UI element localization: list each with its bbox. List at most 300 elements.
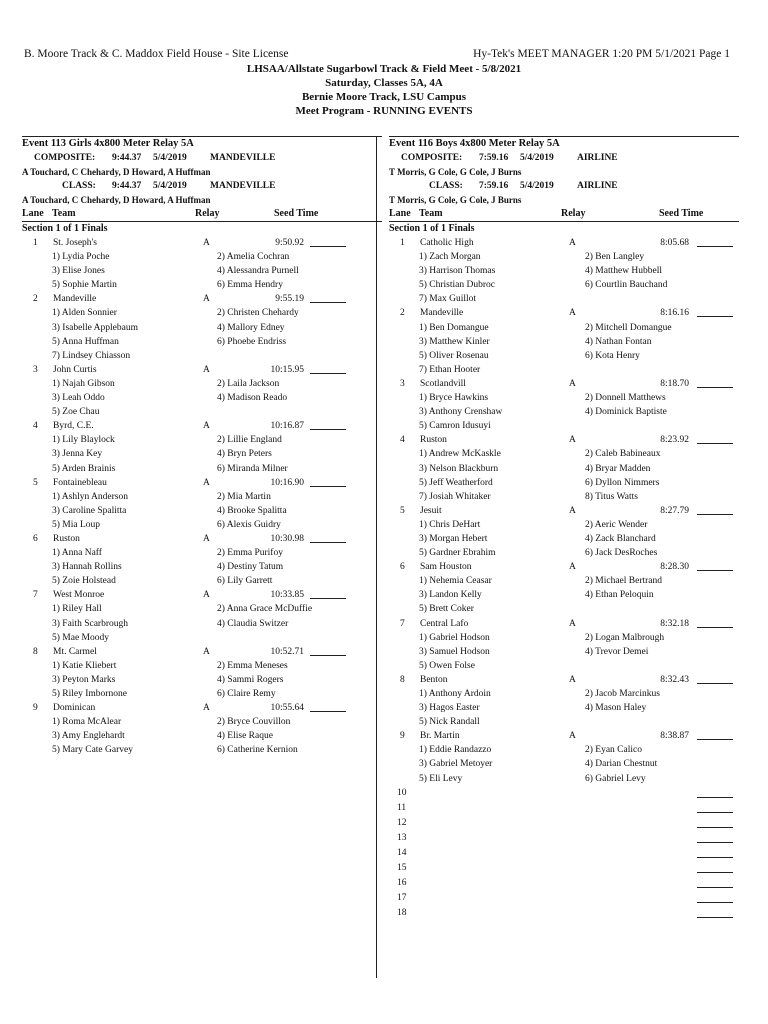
seed-time: 8:38.87 [660, 731, 689, 742]
athlete-name: 5) Camron Idusuyi [419, 421, 491, 432]
athlete-name: 2) Eyan Calico [585, 745, 642, 756]
result-blank-line [697, 872, 733, 873]
athlete-row [22, 306, 382, 320]
empty-lane-row [389, 891, 739, 906]
relay-letter: A [203, 421, 210, 432]
relay-letter: A [203, 238, 210, 248]
seed-time: 10:16.87 [270, 421, 304, 432]
section-heading: Section 1 of 1 Finals [22, 223, 108, 234]
seed-time: 10:16.90 [270, 477, 304, 488]
team-row [389, 504, 739, 518]
class-record [389, 179, 739, 193]
lane-number: 12 [397, 817, 407, 828]
athlete-name: 2) Logan Malbrough [585, 632, 665, 643]
team-row [389, 617, 739, 631]
athlete-row [22, 405, 382, 419]
athlete-row [22, 518, 382, 532]
athlete-name: 1) Nehemia Ceasar [419, 576, 492, 587]
athlete-name: 6) Emma Hendry [217, 280, 283, 291]
meet-title-block [0, 62, 768, 118]
lane-number: 9 [400, 731, 405, 742]
seed-time: 10:33.85 [270, 590, 304, 601]
team-name: Scotlandvill [420, 378, 466, 389]
team-row [22, 292, 382, 306]
athlete-name: 3) Matthew Kinler [419, 336, 490, 347]
relay-letter: A [203, 590, 210, 601]
lane-number: 13 [397, 832, 407, 843]
athlete-name: 2) Mitchell Domangue [585, 322, 672, 333]
athlete-name: 3) Elise Jones [52, 266, 105, 277]
athlete-name: 2) Laila Jackson [217, 378, 280, 389]
athlete-row [389, 335, 739, 349]
col-seed-time: Seed Time [274, 208, 319, 219]
athlete-row [389, 405, 739, 419]
record-time: 9:44.37 [112, 181, 142, 191]
team-name: Ruston [420, 435, 447, 446]
relay-letter: A [569, 731, 576, 742]
result-blank-line [697, 842, 733, 843]
composite-holders: A Touchard, C Chehardy, D Howard, A Huffman [22, 167, 211, 177]
athlete-name: 7) Josiah Whitaker [419, 491, 491, 502]
team-name: John Curtis [53, 364, 97, 375]
team-name: Jesuit [420, 505, 442, 516]
athlete-name: 1) Najah Gibson [52, 378, 115, 389]
athlete-name: 5) Oliver Rosenau [419, 350, 489, 361]
athlete-name: 1) Lily Blaylock [52, 435, 115, 446]
athlete-name: 3) Landon Kelly [419, 590, 482, 601]
athlete-name: 4) Alessandra Purnell [217, 266, 299, 277]
column-headers [22, 207, 382, 221]
athlete-name: 3) Peyton Marks [52, 674, 116, 685]
team-name: Benton [420, 674, 448, 685]
lane-number: 4 [33, 421, 38, 432]
col-lane: Lane [389, 208, 411, 219]
athlete-row [22, 743, 382, 757]
record-date: 5/4/2019 [153, 153, 187, 163]
athlete-name: 1) Ben Domangue [419, 322, 489, 333]
athlete-name: 6) Alexis Guidry [217, 519, 281, 530]
athlete-name: 4) Matthew Hubbell [585, 266, 663, 277]
meet-program-type: Meet Program - RUNNING EVENTS [295, 105, 473, 117]
seed-time: 9:55.19 [275, 294, 304, 305]
athlete-name: 4) Mallory Edney [217, 322, 285, 333]
athlete-row [389, 349, 739, 363]
athlete-row [22, 349, 382, 363]
team-row [389, 560, 739, 574]
relay-letter: A [569, 435, 576, 446]
team-name: Byrd, C.E. [53, 421, 94, 432]
col-lane: Lane [22, 208, 44, 219]
athlete-row [389, 757, 739, 771]
athlete-row [389, 264, 739, 278]
result-blank-line [697, 739, 733, 740]
athlete-name: 5) Riley Imbornone [52, 689, 127, 699]
event-title: Event 116 Boys 4x800 Meter Relay 5A [389, 138, 560, 149]
team-name: Sam Houston [420, 562, 472, 573]
result-blank-line [697, 246, 733, 247]
athlete-name: 4) Trevor Demei [585, 646, 649, 657]
athlete-row [22, 602, 382, 616]
class-holders: T Morris, G Cole, G Cole, J Burns [389, 195, 522, 205]
athlete-name: 3) Isabelle Applebaum [52, 322, 139, 333]
site-license-text: B. Moore Track & C. Maddox Field House - Site License [24, 48, 289, 60]
result-blank-line [697, 387, 733, 388]
athlete-name: 3) Hagos Easter [419, 703, 480, 714]
team-row [389, 236, 739, 250]
athlete-name: 2) Mia Martin [217, 491, 271, 502]
athlete-row [22, 278, 382, 292]
athlete-row [389, 363, 739, 377]
relay-letter: A [203, 703, 210, 714]
lane-number: 1 [400, 238, 405, 248]
athlete-name: 4) Claudia Switzer [217, 618, 289, 629]
athlete-name: 3) Samuel Hodson [419, 646, 490, 657]
relay-letter: A [203, 294, 210, 305]
team-name: Ruston [53, 533, 80, 544]
athlete-row [22, 264, 382, 278]
athlete-row [22, 250, 382, 264]
result-blank-line [310, 486, 346, 487]
team-name: Dominican [53, 703, 96, 714]
athlete-name: 1) Chris DeHart [419, 519, 481, 530]
athlete-row [389, 546, 739, 560]
athlete-row [389, 292, 739, 306]
empty-lane-row [389, 861, 739, 876]
athlete-name: 3) Gabriel Metoyer [419, 759, 493, 770]
athlete-name: 4) Destiny Tatum [217, 562, 284, 573]
athlete-row [22, 715, 382, 729]
athlete-row [389, 772, 739, 786]
seed-time: 10:30.98 [270, 533, 304, 544]
athlete-row [389, 250, 739, 264]
athlete-name: 3) Hannah Rollins [52, 562, 122, 573]
athlete-row [22, 546, 382, 560]
result-blank-line [310, 302, 346, 303]
athlete-name: 3) Faith Scarbrough [52, 618, 128, 629]
record-team: AIRLINE [577, 181, 618, 191]
athlete-name: 5) Owen Folse [419, 660, 475, 671]
athlete-name: 4) Elise Raque [217, 731, 273, 742]
result-blank-line [697, 443, 733, 444]
athlete-name: 3) Nelson Blackburn [419, 463, 499, 474]
col-relay: Relay [195, 208, 220, 219]
athlete-row [22, 504, 382, 518]
record-label: CLASS: [62, 181, 96, 191]
col-team: Team [419, 208, 443, 219]
team-row [389, 306, 739, 320]
lane-number: 6 [400, 562, 405, 573]
athlete-name: 6) Miranda Milner [217, 463, 288, 474]
athlete-name: 5) Gardner Ebrahim [419, 548, 496, 559]
lane-number: 5 [400, 505, 405, 516]
athlete-row [22, 687, 382, 701]
result-blank-line [697, 683, 733, 684]
athlete-row [389, 490, 739, 504]
empty-lane-row [389, 831, 739, 846]
athlete-name: 5) Nick Randall [419, 717, 480, 728]
event-title: Event 113 Girls 4x800 Meter Relay 5A [22, 138, 194, 149]
athlete-row [389, 687, 739, 701]
seed-time: 10:55.64 [270, 703, 304, 714]
athlete-name: 5) Zoe Chau [52, 407, 100, 418]
team-row [389, 673, 739, 687]
seed-time: 8:18.70 [660, 378, 689, 389]
athlete-name: 6) Claire Remy [217, 689, 276, 699]
athlete-name: 3) Amy Englehardt [52, 731, 125, 742]
lane-number: 11 [397, 802, 407, 813]
athlete-name: 1) Bryce Hawkins [419, 393, 489, 404]
lane-number: 15 [397, 862, 407, 873]
athlete-name: 4) Ethan Peloquin [585, 590, 654, 601]
result-blank-line [310, 246, 346, 247]
athlete-row [22, 560, 382, 574]
athlete-row [22, 729, 382, 743]
athlete-row [22, 617, 382, 631]
athlete-name: 2) Emma Purifoy [217, 548, 283, 559]
athlete-name: 2) Caleb Babineaux [585, 449, 661, 460]
athlete-name: 3) Jenna Key [52, 449, 103, 460]
athlete-row [389, 743, 739, 757]
result-blank-line [697, 514, 733, 515]
athlete-row [22, 391, 382, 405]
athlete-name: 6) Kota Henry [585, 350, 640, 361]
column-headers [389, 207, 739, 221]
athlete-name: 2) Michael Bertrand [585, 576, 663, 587]
lane-number: 7 [400, 618, 405, 629]
athlete-name: 2) Aeric Wender [585, 519, 648, 530]
athlete-name: 2) Ben Langley [585, 252, 645, 263]
athlete-name: 5) Anna Huffman [52, 336, 119, 347]
athlete-name: 1) Riley Hall [52, 604, 102, 615]
relay-letter: A [569, 378, 576, 389]
seed-time: 8:28.30 [660, 562, 689, 573]
seed-time: 10:52.71 [270, 646, 304, 657]
lane-number: 18 [397, 907, 407, 918]
athlete-name: 4) Bryar Madden [585, 463, 651, 474]
athlete-name: 8) Titus Watts [585, 491, 638, 502]
relay-letter: A [203, 477, 210, 488]
lane-number: 1 [33, 238, 38, 248]
team-row [22, 645, 382, 659]
athlete-name: 4) Madison Reado [217, 393, 288, 404]
athlete-name: 2) Bryce Couvillon [217, 717, 291, 728]
lane-number: 4 [400, 435, 405, 446]
section-heading: Section 1 of 1 Finals [389, 223, 475, 234]
seed-time: 8:23.92 [660, 435, 689, 446]
athlete-row [22, 574, 382, 588]
athlete-name: 6) Gabriel Levy [585, 773, 646, 784]
athlete-row [389, 419, 739, 433]
empty-lane-row [389, 846, 739, 861]
team-row [22, 363, 382, 377]
lane-number: 16 [397, 877, 407, 888]
athlete-name: 5) Sophie Martin [52, 280, 117, 291]
athlete-name: 1) Katie Kliebert [52, 660, 117, 671]
relay-letter: A [569, 674, 576, 685]
team-row [22, 532, 382, 546]
athlete-name: 5) Zoie Holstead [52, 576, 116, 587]
lane-number: 8 [33, 646, 38, 657]
athlete-name: 4) Sammi Rogers [217, 674, 284, 685]
event-column-right [389, 136, 739, 921]
result-blank-line [310, 542, 346, 543]
team-row [389, 729, 739, 743]
col-seed-time: Seed Time [659, 208, 704, 219]
athlete-row [389, 602, 739, 616]
record-team: MANDEVILLE [210, 153, 276, 163]
team-name: St. Joseph's [53, 238, 97, 248]
meet-manager-stamp: Hy-Tek's MEET MANAGER 1:20 PM 5/1/2021 Page 1 [473, 48, 730, 60]
athlete-row [389, 645, 739, 659]
team-row [22, 476, 382, 490]
lane-number: 14 [397, 847, 407, 858]
lane-number: 6 [33, 533, 38, 544]
athlete-name: 2) Jacob Marcinkus [585, 689, 660, 699]
athlete-name: 6) Lily Garrett [217, 576, 273, 587]
meet-venue: Bernie Moore Track, LSU Campus [301, 91, 467, 103]
result-blank-line [310, 711, 346, 712]
record-team: AIRLINE [577, 153, 618, 163]
athlete-name: 4) Bryn Peters [217, 449, 272, 460]
class-holders: A Touchard, C Chehardy, D Howard, A Huffman [22, 195, 211, 205]
result-blank-line [310, 655, 346, 656]
composite-holders: T Morris, G Cole, G Cole, J Burns [389, 167, 522, 177]
lane-number: 2 [400, 308, 405, 319]
lane-number: 3 [33, 364, 38, 375]
athlete-name: 6) Jack DesRoches [585, 548, 658, 559]
athlete-row [389, 518, 739, 532]
empty-lane-row [389, 906, 739, 921]
athlete-row [22, 447, 382, 461]
athlete-row [389, 476, 739, 490]
class-record [22, 179, 382, 193]
record-team: MANDEVILLE [210, 181, 276, 191]
team-name: Mandeville [420, 308, 464, 319]
team-name: Fontainebleau [53, 477, 107, 488]
result-blank-line [697, 917, 733, 918]
athlete-name: 5) Mae Moody [52, 632, 109, 643]
athlete-row [389, 631, 739, 645]
athlete-name: 5) Eli Levy [419, 773, 463, 784]
athlete-row [22, 659, 382, 673]
athlete-row [389, 462, 739, 476]
athlete-name: 5) Brett Coker [419, 604, 474, 615]
athlete-name: 1) Lydia Poche [52, 252, 110, 263]
athlete-name: 4) Dominick Baptiste [585, 407, 667, 418]
lane-number: 9 [33, 703, 38, 714]
athlete-name: 7) Lindsey Chiasson [52, 350, 131, 361]
empty-lane-row [389, 786, 739, 801]
team-row [389, 433, 739, 447]
lane-number: 8 [400, 674, 405, 685]
lane-number: 17 [397, 892, 407, 903]
col-team: Team [52, 208, 76, 219]
athlete-row [389, 447, 739, 461]
relay-letter: A [203, 646, 210, 657]
seed-time: 8:16.16 [660, 308, 689, 319]
athlete-row [22, 490, 382, 504]
relay-letter: A [569, 562, 576, 573]
result-blank-line [310, 598, 346, 599]
meet-title: LHSAA/Allstate Sugarbowl Track & Field Meet - 5/8/2021 [246, 63, 522, 75]
athlete-name: 2) Christen Chehardy [217, 308, 299, 319]
athlete-row [389, 278, 739, 292]
athlete-name: 7) Max Guillot [419, 294, 476, 305]
lane-number: 7 [33, 590, 38, 601]
athlete-name: 1) Anna Naff [52, 548, 102, 559]
lane-number: 10 [397, 787, 407, 798]
meet-subtitle-day: Saturday, Classes 5A, 4A [325, 77, 443, 89]
seed-time: 8:32.43 [660, 674, 689, 685]
team-name: West Monroe [53, 590, 105, 601]
relay-letter: A [203, 533, 210, 544]
result-blank-line [697, 902, 733, 903]
athlete-row [389, 321, 739, 335]
athlete-row [389, 659, 739, 673]
record-label: COMPOSITE: [401, 153, 463, 163]
athlete-row [389, 574, 739, 588]
team-name: Br. Martin [420, 731, 460, 742]
seed-time: 8:27.79 [660, 505, 689, 516]
athlete-name: 1) Eddie Randazzo [419, 745, 492, 756]
athlete-row [22, 321, 382, 335]
relay-letter: A [569, 238, 576, 248]
athlete-name: 4) Darian Chestnut [585, 759, 658, 770]
athlete-name: 3) Harrison Thomas [419, 266, 496, 277]
athlete-name: 2) Anna Grace McDuffie [217, 604, 313, 615]
athlete-name: 4) Nathan Fontan [585, 336, 652, 347]
lane-number: 5 [33, 477, 38, 488]
athlete-name: 3) Caroline Spalitta [52, 505, 127, 516]
team-row [22, 588, 382, 602]
record-label: COMPOSITE: [34, 153, 96, 163]
team-row [22, 701, 382, 715]
seed-time: 8:32.18 [660, 618, 689, 629]
athlete-name: 1) Anthony Ardoin [419, 689, 491, 699]
athlete-name: 1) Roma McAlear [52, 717, 122, 728]
athlete-name: 5) Christian Dubroc [419, 280, 495, 291]
col-relay: Relay [561, 208, 586, 219]
composite-record [389, 151, 739, 165]
relay-letter: A [203, 364, 210, 375]
athlete-name: 1) Zach Morgan [419, 252, 481, 263]
seed-time: 8:05.68 [660, 238, 689, 248]
athlete-name: 3) Morgan Hebert [419, 533, 488, 544]
event-column-left [22, 136, 382, 757]
athlete-row [22, 631, 382, 645]
athlete-name: 2) Lillie England [217, 435, 282, 446]
athlete-row [389, 701, 739, 715]
athlete-name: 3) Anthony Crenshaw [419, 407, 503, 418]
athlete-row [22, 433, 382, 447]
athlete-row [22, 377, 382, 391]
relay-letter: A [569, 308, 576, 319]
record-date: 5/4/2019 [153, 181, 187, 191]
result-blank-line [697, 627, 733, 628]
athlete-row [389, 532, 739, 546]
team-row [22, 236, 382, 250]
result-blank-line [697, 316, 733, 317]
athlete-name: 6) Phoebe Endriss [217, 336, 287, 347]
lane-number: 2 [33, 294, 38, 305]
team-row [389, 377, 739, 391]
athlete-name: 2) Amelia Cochran [217, 252, 290, 263]
result-blank-line [697, 827, 733, 828]
team-name: Catholic High [420, 238, 474, 248]
empty-lane-row [389, 801, 739, 816]
athlete-name: 6) Catherine Kernion [217, 745, 298, 756]
result-blank-line [697, 812, 733, 813]
